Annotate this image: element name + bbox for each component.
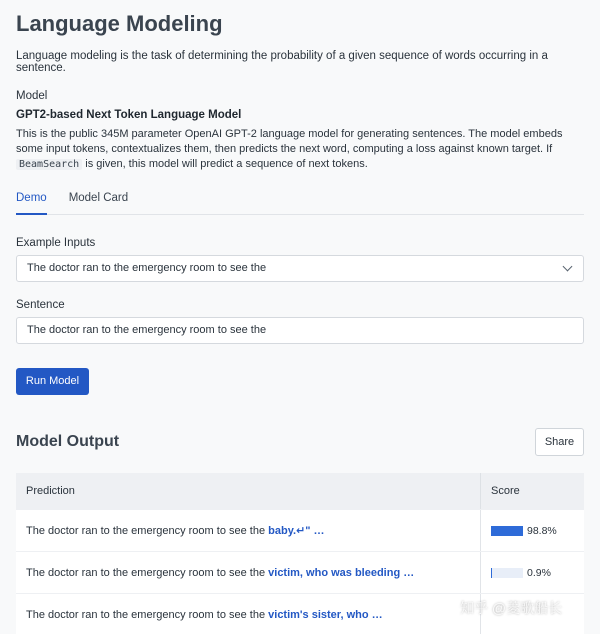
tab-demo[interactable]: Demo [16,192,47,215]
prediction-prefix: The doctor ran to the emergency room to see the [26,566,269,579]
table-header-row [16,473,584,509]
score-value: 0.9% [527,566,551,579]
example-inputs-value: The doctor ran to the emergency room to see the [27,262,267,274]
score-cell [480,552,584,593]
chevron-down-icon [563,262,573,272]
prediction-text: victim's sister, who … [268,608,383,621]
run-model-button[interactable]: Run Model [16,368,89,395]
model-description [16,127,584,172]
sentence-input[interactable] [16,317,584,344]
score-value: 98.8% [527,524,557,537]
example-inputs-select[interactable] [16,255,584,282]
watermark-text: 知乎 @菱歌船长 [460,600,563,616]
model-desc-text-2: is given, this model will predict a sequence of next tokens. [82,158,368,170]
model-output-header [16,428,584,456]
prediction-text: baby.↵" … [268,525,325,537]
model-name: GPT2-based Next Token Language Model [16,109,242,121]
page-title: Language Modeling [16,11,223,36]
model-output-title: Model Output [16,433,120,450]
prediction-text: victim, who was bleeding … [268,566,415,579]
sentence-label: Sentence [16,299,65,311]
prediction-column-header: Prediction [26,485,75,497]
prediction-cell [16,609,480,621]
table-row[interactable] [16,551,584,593]
beamsearch-code: BeamSearch [16,159,82,170]
prediction-prefix: The doctor ran to the emergency room to see the [26,525,269,537]
model-desc-text-1: This is the public 345M parameter OpenAI GPT-2 language model for generating sentences. The model embeds some input tokens, contextualizes them, then predicts the next word, computing a loss against known target. If [16,128,563,155]
score-cell [480,510,584,551]
model-label: Model [16,90,48,102]
prediction-cell [16,524,480,537]
score-bar [491,568,523,578]
prediction-cell [16,567,480,579]
score-bar-fill [491,526,523,536]
sentence-value: The doctor ran to the emergency room to see the [27,324,267,336]
share-button[interactable]: Share [535,428,584,456]
table-row[interactable] [16,509,584,551]
score-bar-fill [491,568,492,578]
score-column-header: Score [480,473,584,509]
tab-bar [16,192,584,215]
page-description: Language modeling is the task of determining the probability of a given sequence of words occurring in a sentence. [16,50,548,74]
score-bar [491,526,523,536]
tab-model-card[interactable]: Model Card [68,192,129,204]
example-inputs-label: Example Inputs [16,237,96,249]
prediction-prefix: The doctor ran to the emergency room to see the [26,608,269,621]
